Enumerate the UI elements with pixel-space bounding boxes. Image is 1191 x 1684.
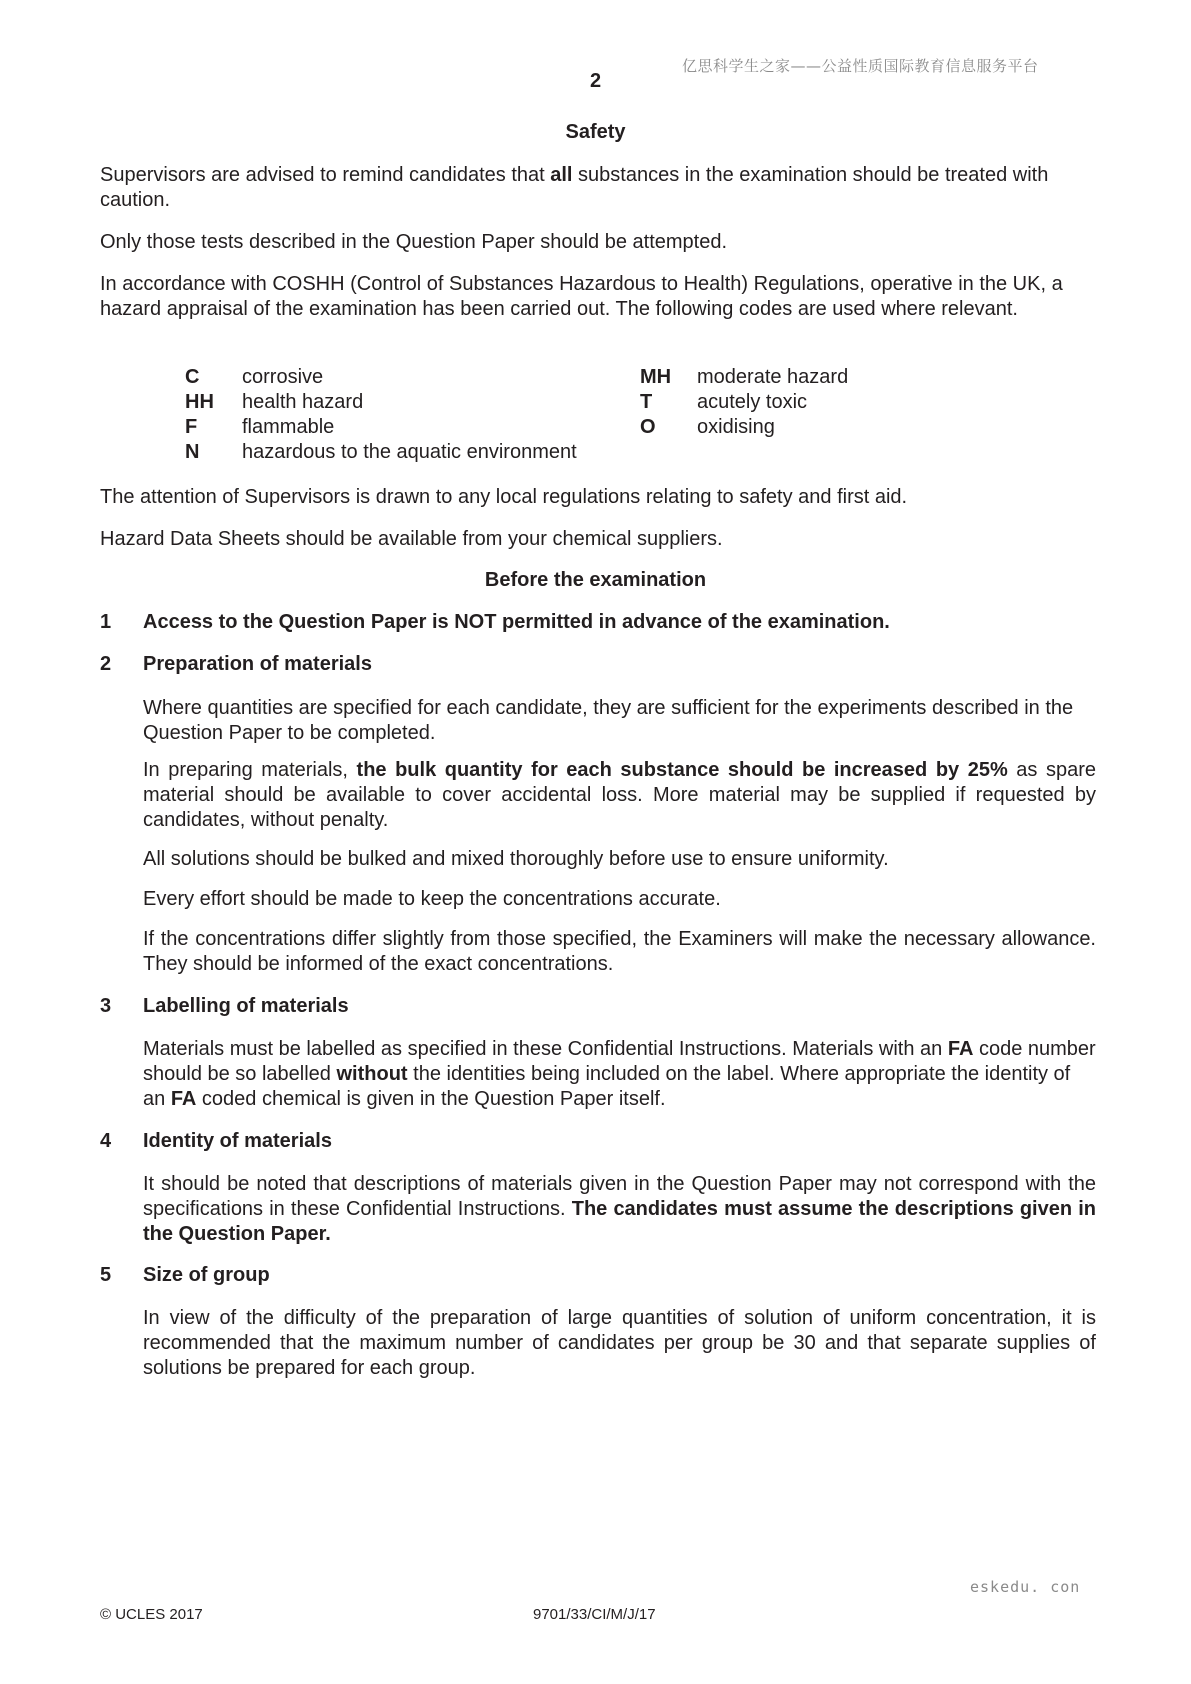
- item-3-paragraph: Materials must be labelled as specified in these Confidential Instructions. Materials with an FA code number should be so labelled without the identities being included on the label. Where appropriate the identity of an FA coded chemical is given in the Question Paper itself.: [143, 1038, 1096, 1110]
- item-2-number: 2: [100, 653, 112, 675]
- footer-paper-code: 9701/33/CI/M/J/17: [533, 1606, 656, 1623]
- item-5-number: 5: [100, 1264, 112, 1286]
- item-4-number: 4: [100, 1130, 112, 1152]
- item-3-number: 3: [100, 995, 112, 1017]
- item-2-title: Preparation of materials: [143, 653, 372, 675]
- hazard-code-f: F: [185, 416, 198, 438]
- safety-paragraph-1: Supervisors are advised to remind candidates that all substances in the examination should be treated with caution.: [100, 164, 1049, 211]
- watermark-bottom: eskedu. con: [970, 1578, 1081, 1596]
- hazard-code-hh: HH: [185, 391, 214, 413]
- hazard-meaning-mh: moderate hazard: [697, 366, 849, 388]
- hazard-code-mh: MH: [640, 366, 672, 388]
- safety-paragraph-4: The attention of Supervisors is drawn to any local regulations relating to safety and first aid.: [100, 486, 908, 508]
- item-5-title: Size of group: [143, 1264, 270, 1286]
- page-number: 2: [589, 70, 602, 92]
- hazard-code-c: C: [185, 366, 200, 388]
- hazard-code-o: O: [640, 416, 656, 438]
- item-5-paragraph: In view of the difficulty of the preparation of large quantities of solution of uniform concentration, it is recommended that the maximum number of candidates per group be 30 and that separate supplies of solutions be prepared for each group.: [143, 1307, 1096, 1379]
- hazard-meaning-o: oxidising: [697, 416, 775, 438]
- item-4-paragraph: It should be noted that descriptions of materials given in the Question Paper may not correspond with the specifications in these Confidential Instructions. The candidates must assume the descriptions given in the Question Paper.: [143, 1173, 1096, 1245]
- hazard-meaning-c: corrosive: [242, 366, 324, 388]
- item-1-title: Access to the Question Paper is NOT permitted in advance of the examination.: [143, 611, 890, 633]
- before-exam-heading: Before the examination: [484, 569, 707, 591]
- item-2-paragraph-3: All solutions should be bulked and mixed thoroughly before use to ensure uniformity.: [143, 848, 889, 870]
- item-4-title: Identity of materials: [143, 1130, 332, 1152]
- hazard-meaning-f: flammable: [242, 416, 335, 438]
- watermark-top: 亿思科学生之家——公益性质国际教育信息服务平台: [682, 57, 1039, 75]
- hazard-meaning-n: hazardous to the aquatic environment: [242, 441, 577, 463]
- safety-paragraph-2: Only those tests described in the Question Paper should be attempted.: [100, 231, 728, 253]
- item-2-paragraph-2: In preparing materials, the bulk quantity for each substance should be increased by 25% as spare material should be available to cover accidental loss. More material may be supplied if requested by candidates, without penalty.: [143, 759, 1097, 831]
- item-3-title: Labelling of materials: [143, 995, 349, 1017]
- hazard-code-n: N: [185, 441, 200, 463]
- item-2-paragraph-5: If the concentrations differ slightly from those specified, the Examiners will make the necessary allowance. They should be informed of the exact concentrations.: [143, 928, 1096, 975]
- item-1-number: 1: [100, 611, 112, 633]
- footer-copyright: © UCLES 2017: [100, 1606, 203, 1623]
- item-2-paragraph-1: Where quantities are specified for each candidate, they are sufficient for the experiments described in the Question Paper to be completed.: [143, 697, 1074, 744]
- safety-paragraph-5: Hazard Data Sheets should be available from your chemical suppliers.: [100, 528, 723, 550]
- hazard-meaning-t: acutely toxic: [697, 391, 808, 413]
- hazard-meaning-hh: health hazard: [242, 391, 364, 413]
- item-2-paragraph-4: Every effort should be made to keep the concentrations accurate.: [143, 888, 721, 910]
- safety-paragraph-3: In accordance with COSHH (Control of Substances Hazardous to Health) Regulations, operative in the UK, a hazard appraisal of the examination has been carried out. The following codes are used where relevant.: [100, 273, 1063, 320]
- hazard-code-t: T: [640, 391, 653, 413]
- safety-heading: Safety: [565, 121, 626, 143]
